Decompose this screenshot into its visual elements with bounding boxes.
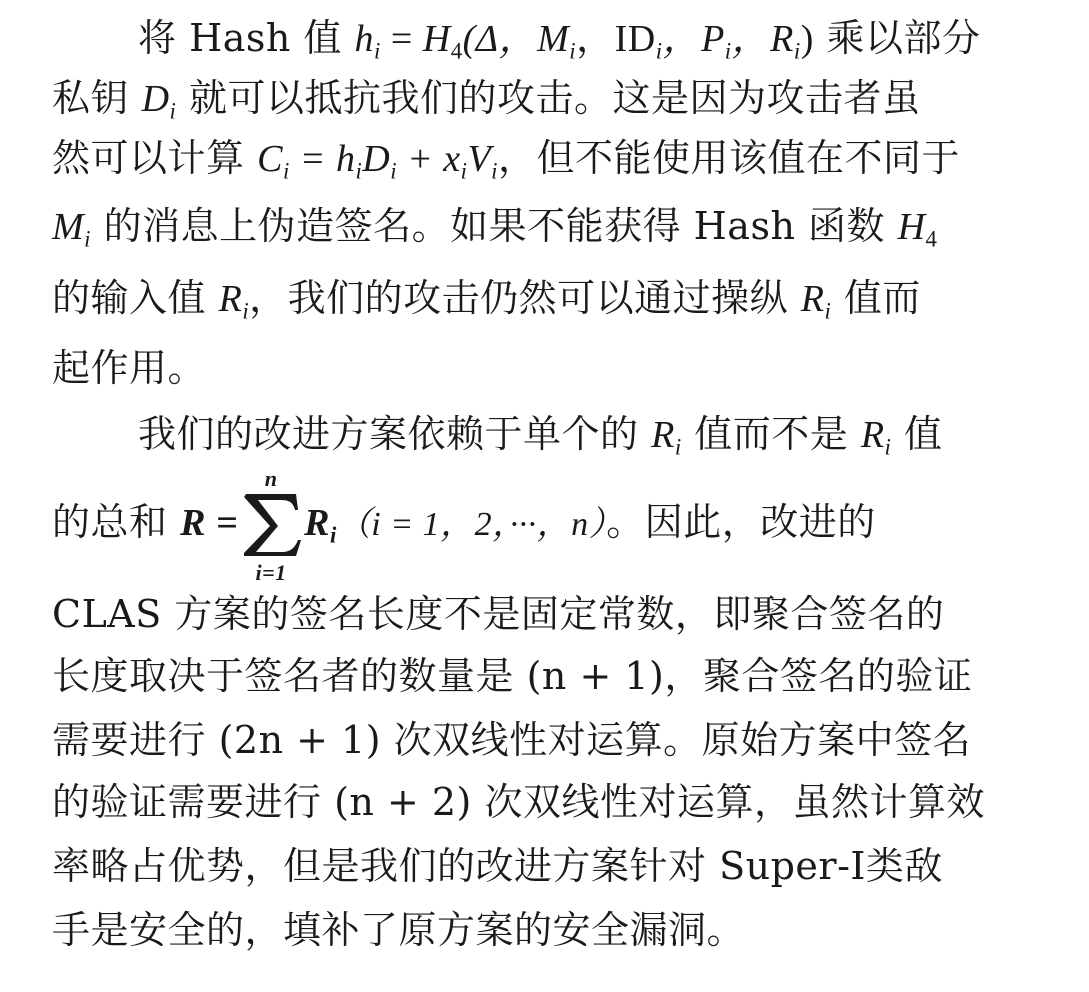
equals-sign: = [380, 18, 423, 60]
p1-line-4 [52, 196, 937, 256]
p2-line-8: 手是安全的，填补了原方案的安全漏洞。 [52, 908, 746, 952]
p1-l3-post: ，但不能使用该值在不同于 [498, 136, 961, 180]
summation-operator [240, 466, 302, 586]
input-r: R [218, 278, 243, 320]
hash-value-h: h [354, 18, 375, 60]
p1-l5-post: 值而 [831, 276, 921, 320]
message-m-subscript: i [84, 226, 91, 252]
single-r-2-subscript: i [884, 434, 892, 460]
hash-args-2: ，ID [576, 18, 656, 60]
input-r-2-subscript: i [824, 298, 832, 324]
hash-function-h4-ref: H [897, 206, 926, 248]
p2-line-5: 需要进行 (2n + 1) 次双线性对运算。原始方案中签名 [52, 718, 972, 762]
p1-l3-pre: 然可以计算 [52, 136, 258, 180]
eq-v-subscript: i [491, 158, 499, 184]
p2-l2-post: 。因此，改进的 [606, 500, 876, 544]
p1-l1-post: 乘以部分 [813, 16, 981, 60]
index-range: （i = 1，2，···，n） [336, 506, 607, 543]
eq-x: + x [397, 138, 461, 180]
message-m: M [52, 206, 85, 248]
p1-l5-pre: 的输入值 [52, 276, 219, 320]
single-r-2: R [860, 414, 885, 456]
hash-args-1: (Δ，M [462, 18, 570, 60]
private-key-d: D [141, 78, 170, 120]
hash-args-4: ，R [731, 18, 794, 60]
aggregate-r-equals: R = [180, 502, 239, 544]
p2-l1-mid: 值而不是 [681, 412, 861, 456]
p2-line-6: 的验证需要进行 (n + 2) 次双线性对运算，虽然计算效 [52, 780, 985, 824]
hash-args-5: ) [800, 18, 814, 60]
eq-h: = h [289, 138, 356, 180]
p2-line-4: 长度取决于签名者的数量是 (n + 1)，聚合签名的验证 [52, 654, 973, 698]
hash-args-sub-4: i [793, 38, 801, 64]
summation-term-r-subscript: i [329, 522, 337, 548]
eq-d-subscript: i [390, 158, 398, 184]
p2-l2-pre: 的总和 [52, 500, 181, 544]
sigma-icon [240, 490, 302, 560]
hash-args-sub-1: i [569, 38, 577, 64]
hash-args-sub-2: i [655, 38, 663, 64]
eq-v: V [467, 138, 492, 180]
eq-x-subscript: i [460, 158, 468, 184]
summation-upper-limit: n [264, 465, 278, 491]
p1-l4-mid: 的消息上伪造签名。如果不能获得 Hash 函数 [91, 204, 898, 248]
summation-term-r: R [304, 502, 330, 544]
p2-line-2 [52, 462, 876, 585]
p2-line-7: 率略占优势，但是我们的改进方案针对 Super-Ⅰ类敌 [52, 844, 943, 888]
p2-line-3: CLAS 方案的签名长度不是固定常数，即聚合签名的 [52, 592, 945, 636]
p1-line-3 [52, 128, 960, 188]
private-key-d-subscript: i [169, 98, 177, 124]
summation-lower-limit: i=1 [255, 559, 287, 585]
hash-value-h-subscript: i [374, 38, 381, 64]
p2-line-1 [138, 404, 942, 464]
input-r-subscript: i [242, 298, 250, 324]
p2-l1-post: 值 [891, 412, 943, 456]
hash-function-h4: H [422, 18, 451, 60]
hash-args-3: ，P [662, 18, 725, 60]
p1-l5-mid: ，我们的攻击仍然可以通过操纵 [249, 276, 801, 320]
single-r-subscript: i [674, 434, 682, 460]
hash-function-h4-ref-subscript: 4 [925, 226, 938, 252]
p1-l1-pre: 将 Hash 值 [138, 16, 355, 60]
p1-line-2 [52, 68, 920, 128]
input-r-2: R [800, 278, 825, 320]
p2-l1-pre: 我们的改进方案依赖于单个的 [138, 412, 652, 456]
single-r: R [651, 414, 675, 456]
value-c-subscript: i [282, 158, 290, 184]
eq-d: D [362, 138, 391, 180]
p1-l2-post: 就可以抵抗我们的攻击。这是因为攻击者虽 [176, 76, 921, 120]
p1-line-5 [52, 268, 921, 328]
p1-line-6: 起作用。 [52, 346, 207, 390]
hash-function-subscript: 4 [450, 38, 463, 64]
hash-args-sub-3: i [724, 38, 732, 64]
p1-line-1 [138, 8, 980, 68]
eq-h-subscript: i [355, 158, 363, 184]
p1-l2-pre: 私钥 [52, 76, 142, 120]
value-c: C [257, 138, 283, 180]
